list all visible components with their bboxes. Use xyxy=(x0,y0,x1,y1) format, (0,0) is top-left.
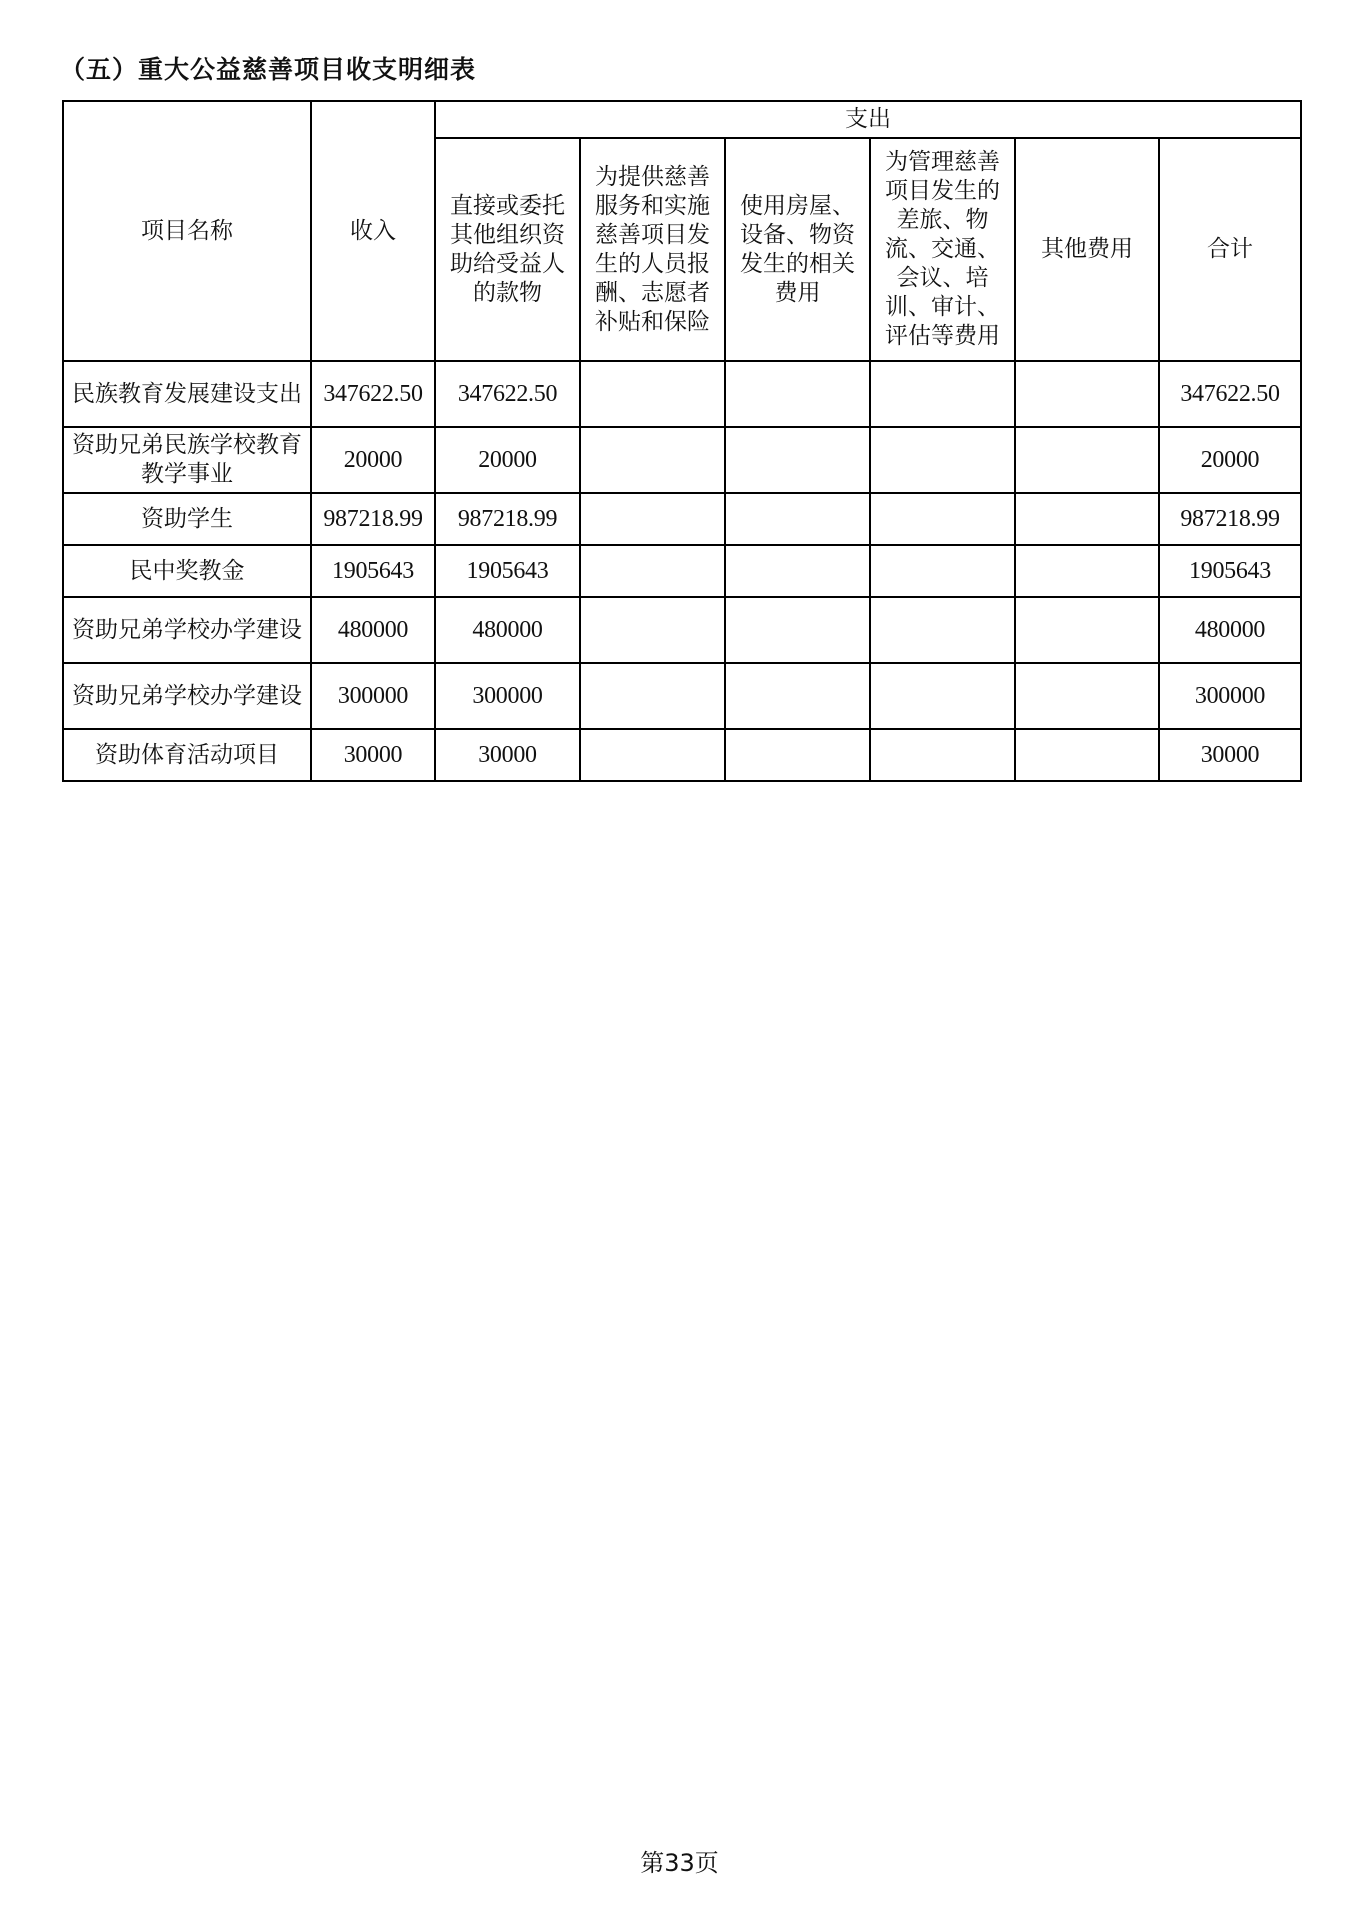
page-number: 第33页 xyxy=(640,1849,719,1877)
row-value-cell: 347622.50 xyxy=(1159,361,1301,427)
row-value-cell xyxy=(580,663,725,729)
table-row xyxy=(63,545,1301,597)
row-value-cell: 1905643 xyxy=(435,545,580,597)
row-name-cell: 民中奖教金 xyxy=(63,545,311,597)
row-value-cell: 300000 xyxy=(435,663,580,729)
row-value-cell: 987218.99 xyxy=(311,493,435,545)
header-expense-col: 其他费用 xyxy=(1015,138,1159,361)
row-value-cell xyxy=(870,545,1015,597)
row-value-cell xyxy=(870,663,1015,729)
row-value-cell: 987218.99 xyxy=(435,493,580,545)
row-value-cell xyxy=(1015,597,1159,663)
row-value-cell xyxy=(725,729,870,781)
row-value-cell: 1905643 xyxy=(311,545,435,597)
row-value-cell: 1905643 xyxy=(1159,545,1301,597)
table-row xyxy=(63,361,1301,427)
row-value-cell xyxy=(725,663,870,729)
row-value-cell xyxy=(725,597,870,663)
row-value-cell: 987218.99 xyxy=(1159,493,1301,545)
header-expense: 支出 xyxy=(435,101,1301,138)
row-value-cell xyxy=(1015,729,1159,781)
row-name-cell: 民族教育发展建设支出 xyxy=(63,361,311,427)
row-value-cell: 20000 xyxy=(311,427,435,493)
table-row xyxy=(63,427,1301,493)
row-value-cell: 30000 xyxy=(435,729,580,781)
row-value-cell xyxy=(725,361,870,427)
row-value-cell xyxy=(870,493,1015,545)
row-value-cell: 480000 xyxy=(435,597,580,663)
header-name: 项目名称 xyxy=(63,101,311,361)
row-name-cell: 资助学生 xyxy=(63,493,311,545)
row-name-cell: 资助兄弟民族学校教育教学事业 xyxy=(63,427,311,493)
row-value-cell: 30000 xyxy=(1159,729,1301,781)
row-value-cell: 30000 xyxy=(311,729,435,781)
table-row xyxy=(63,663,1301,729)
row-name-cell: 资助兄弟学校办学建设 xyxy=(63,663,311,729)
row-value-cell xyxy=(1015,493,1159,545)
row-value-cell xyxy=(580,361,725,427)
row-value-cell xyxy=(870,597,1015,663)
row-value-cell: 300000 xyxy=(1159,663,1301,729)
row-value-cell: 300000 xyxy=(311,663,435,729)
expense-detail-table xyxy=(62,100,1302,782)
row-name-cell: 资助兄弟学校办学建设 xyxy=(63,597,311,663)
row-value-cell xyxy=(870,361,1015,427)
row-value-cell xyxy=(725,427,870,493)
row-value-cell: 20000 xyxy=(1159,427,1301,493)
row-value-cell: 480000 xyxy=(311,597,435,663)
row-value-cell xyxy=(1015,427,1159,493)
row-value-cell xyxy=(580,545,725,597)
table-row xyxy=(63,493,1301,545)
row-value-cell xyxy=(1015,545,1159,597)
row-value-cell xyxy=(1015,361,1159,427)
header-expense-col: 直接或委托其他组织资助给受益人的款物 xyxy=(435,138,580,361)
header-expense-col: 为管理慈善项目发生的差旅、物流、交通、会议、培训、审计、评估等费用 xyxy=(870,138,1015,361)
header-row-1 xyxy=(63,101,1301,138)
row-value-cell xyxy=(580,729,725,781)
table-row xyxy=(63,729,1301,781)
row-value-cell: 20000 xyxy=(435,427,580,493)
header-expense-col: 为提供慈善服务和实施慈善项目发生的人员报酬、志愿者补贴和保险 xyxy=(580,138,725,361)
page-title: （五）重大公益慈善项目收支明细表 xyxy=(60,55,477,84)
row-value-cell: 347622.50 xyxy=(435,361,580,427)
table-row xyxy=(63,597,1301,663)
row-value-cell xyxy=(580,597,725,663)
table-body xyxy=(63,361,1301,781)
header-income: 收入 xyxy=(311,101,435,361)
row-value-cell xyxy=(1015,663,1159,729)
row-value-cell xyxy=(725,545,870,597)
header-expense-col: 合计 xyxy=(1159,138,1301,361)
row-value-cell xyxy=(580,493,725,545)
row-value-cell xyxy=(580,427,725,493)
row-value-cell xyxy=(870,729,1015,781)
row-value-cell xyxy=(870,427,1015,493)
row-value-cell xyxy=(725,493,870,545)
row-value-cell: 480000 xyxy=(1159,597,1301,663)
row-value-cell: 347622.50 xyxy=(311,361,435,427)
row-name-cell: 资助体育活动项目 xyxy=(63,729,311,781)
header-expense-col: 使用房屋、设备、物资发生的相关费用 xyxy=(725,138,870,361)
